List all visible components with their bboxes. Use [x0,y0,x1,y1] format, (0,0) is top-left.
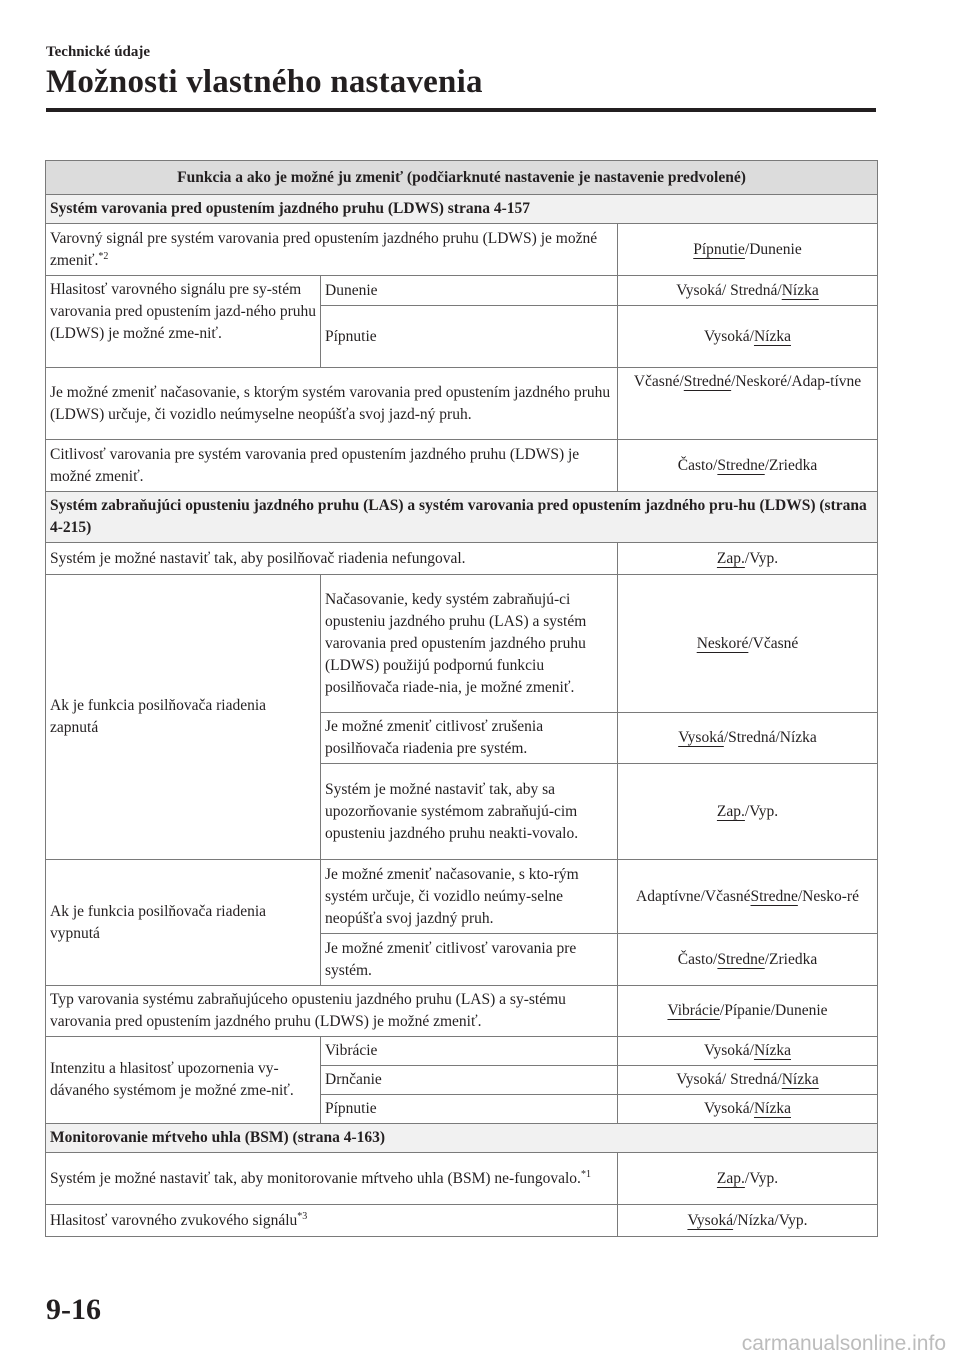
default-value: Pípnutie [693,240,745,258]
default-value: Nízka [781,1071,819,1088]
page-number: 9-16 [46,1293,101,1326]
setting-description: Intenzitu a hlasitosť upozornenia vy-dávaného systémom je možné zme-niť. [46,1037,321,1124]
setting-description: Je možné zmeniť citlivosť zrušenia posilňovača riadenia pre systém. [321,713,618,764]
setting-description: Je možné zmeniť načasovanie, s kto-rým systém určuje, či vozidlo neúmy-selne neopúšťa svoj jazdný pruh. [321,860,618,934]
setting-values: Vysoká/Stredná/Nízka [618,713,878,764]
table-row [46,1153,878,1205]
setting-values: Včasné/Stredné/Neskoré/Adap-tívne [618,368,878,440]
table-header: Funkcia a ako je možné ju zmeniť (podčiarknuté nastavenie je nastavenie predvolené) [46,161,878,195]
default-value: Vibrácie [667,1002,720,1019]
footnote-marker: *1 [580,1168,591,1180]
setting-values: Zap./Vyp. [618,764,878,860]
section-row [46,492,878,543]
default-value: Stredne [750,887,798,905]
setting-values: Zap./Vyp. [618,1153,878,1205]
default-value: Stredne [717,950,765,968]
table-row [46,575,878,713]
table-row [46,860,878,934]
setting-option: Dunenie [321,276,618,306]
setting-description: Systém je možné nastaviť tak, aby posilňovač riadenia nefungoval. [46,543,618,575]
section-ldws: Systém varovania pred opustením jazdného pruhu (LDWS) strana 4-157 [46,195,878,224]
section-row [46,1124,878,1153]
setting-values: Adaptívne/VčasnéStredne/Nesko-ré [618,860,878,934]
setting-values: Často/Stredne/Zriedka [618,934,878,986]
table-row [46,1205,878,1237]
table-row [46,368,878,440]
section-bsm: Monitorovanie mŕtveho uhla (BSM) (strana 4-163) [46,1124,878,1153]
setting-group-label: Ak je funkcia posilňovača riadenia vypnutá [46,860,321,986]
default-value: Neskoré [696,634,749,652]
setting-values: Vysoká/Nízka [618,1037,878,1066]
page-title: Možnosti vlastného nastavenia [46,64,483,100]
section-label: Technické údaje [46,44,151,60]
setting-description: Načasovanie, kedy systém zabraňujú-ci opusteniu jazdného pruhu (LAS) a systém varovania pred opustením jazdného pruhu (LDWS) použijú podpornú funkciu posilňovača riade-nia, je možné zmeniť. [321,575,618,713]
default-value: Stredné [683,373,732,390]
table-row [46,224,878,276]
setting-description: Hlasitosť varovného signálu pre sy-stém varovania pred opustením jazd-ného pruhu (LDWS) je možné zme-niť. [46,276,321,368]
default-value: Zap. [716,1169,745,1187]
default-value: Nízka [781,281,819,299]
default-value: Vysoká [678,729,724,746]
table-row [46,986,878,1037]
setting-values: Vibrácie/Pípanie/Dunenie [618,986,878,1037]
table-row [46,276,878,306]
table-row [46,440,878,492]
default-value: Zap. [716,549,745,567]
setting-description: Typ varovania systému zabraňujúceho opusteniu jazdného pruhu (LAS) a sy-stému varovania pred opustením jazdného pruhu (LDWS) je možné zmeniť. [46,986,618,1037]
table-header-row [46,161,878,195]
table-row [46,543,878,575]
setting-values: Vysoká/ Stredná/Nízka [618,276,878,306]
default-value: Nízka [753,327,791,345]
setting-values: Často/Stredne/Zriedka [618,440,878,492]
footnote-marker: *3 [297,1210,308,1222]
default-value: Vysoká [687,1211,734,1229]
default-value: Stredne [717,456,765,474]
default-value: Nízka [753,1042,791,1059]
setting-values: Vysoká/Nízka [618,1095,878,1124]
watermark: carmanualsonline.info [741,1332,946,1355]
section-las: Systém zabraňujúci opusteniu jazdného pruhu (LAS) a systém varovania pred opustením jazdného pru-hu (LDWS) (strana 4-215) [46,492,878,543]
setting-description: Varovný signál pre systém varovania pred opustením jazdného pruhu (LDWS) je možné zmeniť.$^{*2}$ [46,224,618,276]
setting-description: Systém je možné nastaviť tak, aby monitorovanie mŕtveho uhla (BSM) ne-fungovalo.$^{*1}$ [46,1153,618,1205]
footnote-marker: *2 [98,250,109,262]
section-row [46,195,878,224]
setting-option: Pípnutie [321,306,618,368]
setting-option: Pípnutie [321,1095,618,1124]
title-rule [46,108,876,112]
settings-table [45,160,878,1237]
setting-values: Neskoré/Včasné [618,575,878,713]
setting-description: Je možné zmeniť načasovanie, s ktorým systém varovania pred opustením jazdného pruhu (LDWS) určuje, či vozidlo neúmyselne neopúšťa svoj jazd-ný pruh. [46,368,618,440]
setting-description: Je možné zmeniť citlivosť varovania pre systém. [321,934,618,986]
table-row [46,1037,878,1066]
setting-values: Vysoká/Nízka/Vyp. [618,1205,878,1237]
setting-description: Systém je možné nastaviť tak, aby sa upozorňovanie systémom zabraňujú-cim opusteniu jazdného pruhu neakti-vovalo. [321,764,618,860]
setting-description: Hlasitosť varovného zvukového signálu$^{*3}$ [46,1205,618,1237]
setting-values: Zap./Vyp. [618,543,878,575]
setting-values: Vysoká/ Stredná/Nízka [618,1066,878,1095]
setting-group-label: Ak je funkcia posilňovača riadenia zapnutá [46,575,321,860]
setting-values: Pípnutie/Dunenie [618,224,878,276]
setting-description: Citlivosť varovania pre systém varovania pred opustením jazdného pruhu (LDWS) je možné zmeniť. [46,440,618,492]
setting-values: Vysoká/Nízka [618,306,878,368]
default-value: Nízka [753,1100,791,1117]
setting-option: Vibrácie [321,1037,618,1066]
default-value: Zap. [716,802,745,820]
setting-option: Drnčanie [321,1066,618,1095]
